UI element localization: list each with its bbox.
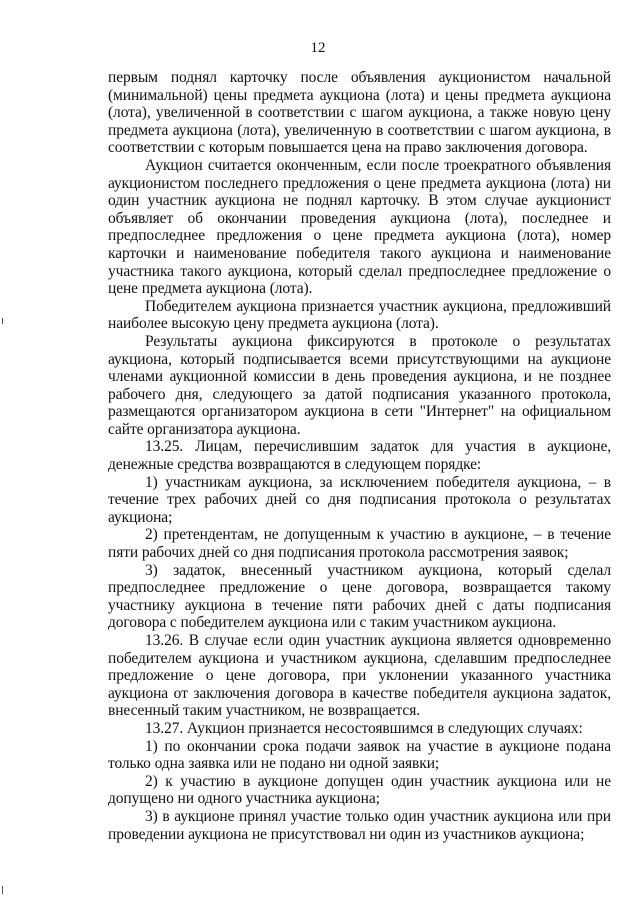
scan-edge-mark — [2, 318, 3, 324]
clause-13-26: 13.26. В случае если один участник аукциона является одновременно победителем аукциона и участником аукциона, сделавшим предпоследнее предложение о цене договора, при уклонении указанного участника аукциона от заключения договора в качестве победителя аукциона задаток, внесенный таким участником, не возвращается. — [108, 632, 611, 720]
clause-13-27-item-3: 3) в аукционе принял участие только один участник аукциона или при проведении аукциона не присутствовал ни один из участников аукциона; — [108, 807, 611, 843]
page-number: 12 — [310, 40, 326, 56]
clause-13-25: 13.25. Лицам, перечислившим задаток для участия в аукционе, денежные средства возвращаются в следующем порядке: — [108, 438, 611, 474]
paragraph-auction-results: Результаты аукциона фиксируются в протоколе о результатах аукциона, который подписывается всеми присутствующими на аукционе членами аукционной комиссии в день проведения аукциона, и не позднее рабочего дня, следующего за датой подписания указанного протокола, размещаются организатором аукциона в сети "Интернет" на официальном сайте организатора аукциона. — [108, 332, 611, 438]
clause-13-25-item-3: 3) задаток, внесенный участником аукциона, который сделал предпоследнее предложение о цене договора, возвращается такому участнику аукциона в течение пяти рабочих дней с даты подписания договора с победителем аукциона или с таким участником аукциона. — [108, 561, 611, 632]
clause-13-27-item-1: 1) по окончании срока подачи заявок на участие в аукционе подана только одна заявка или не подано ни одной заявки; — [108, 737, 611, 773]
clause-13-25-item-1: 1) участникам аукциона, за исключением победителя аукциона, – в течение трех рабочих дней со дня подписания протокола о результатах аукциона; — [108, 473, 611, 526]
clause-13-27: 13.27. Аукцион признается несостоявшимся в следующих случаях: — [145, 719, 583, 737]
clause-13-25-item-2: 2) претендентам, не допущенным к участию в аукционе, – в течение пяти рабочих дней со дня подписания протокола рассмотрения заявок; — [108, 526, 611, 562]
document-body — [108, 69, 611, 843]
paragraph-auction-completed: Аукцион считается оконченным, если после троекратного объявления аукционистом последнего предложения о цене предмета аукциона (лота) ни один участник аукциона не поднял карточку. В этом случае аукционист объявляет об окончании проведения аукциона (лота), последнее и предпоследнее предложения о цене предмета аукциона (лота), номер карточки и наименование победителя такого аукциона и наименование участника такого аукциона, который сделал предпоследнее предложение о цене предмета аукциона (лота). — [108, 156, 611, 298]
clause-13-27-item-2: 2) к участию в аукционе допущен один участник аукциона или не допущено ни одного участника аукциона; — [108, 772, 611, 808]
paragraph-continuation: первым поднял карточку после объявления аукционистом начальной (минимальной) цены предмета аукциона (лота) и цены предмета аукциона (лота), увеличенной в соответствии с шагом аукциона, а также новую цену предмета аукциона (лота), увеличенную в соответствии с шагом аукциона, в соответствии с которым повышается цена на право заключения договора. — [108, 69, 611, 157]
paragraph-auction-winner: Победителем аукциона признается участник аукциона, предложивший наиболее высокую цену предмета аукциона (лота). — [108, 297, 611, 333]
scan-edge-mark — [2, 886, 3, 894]
